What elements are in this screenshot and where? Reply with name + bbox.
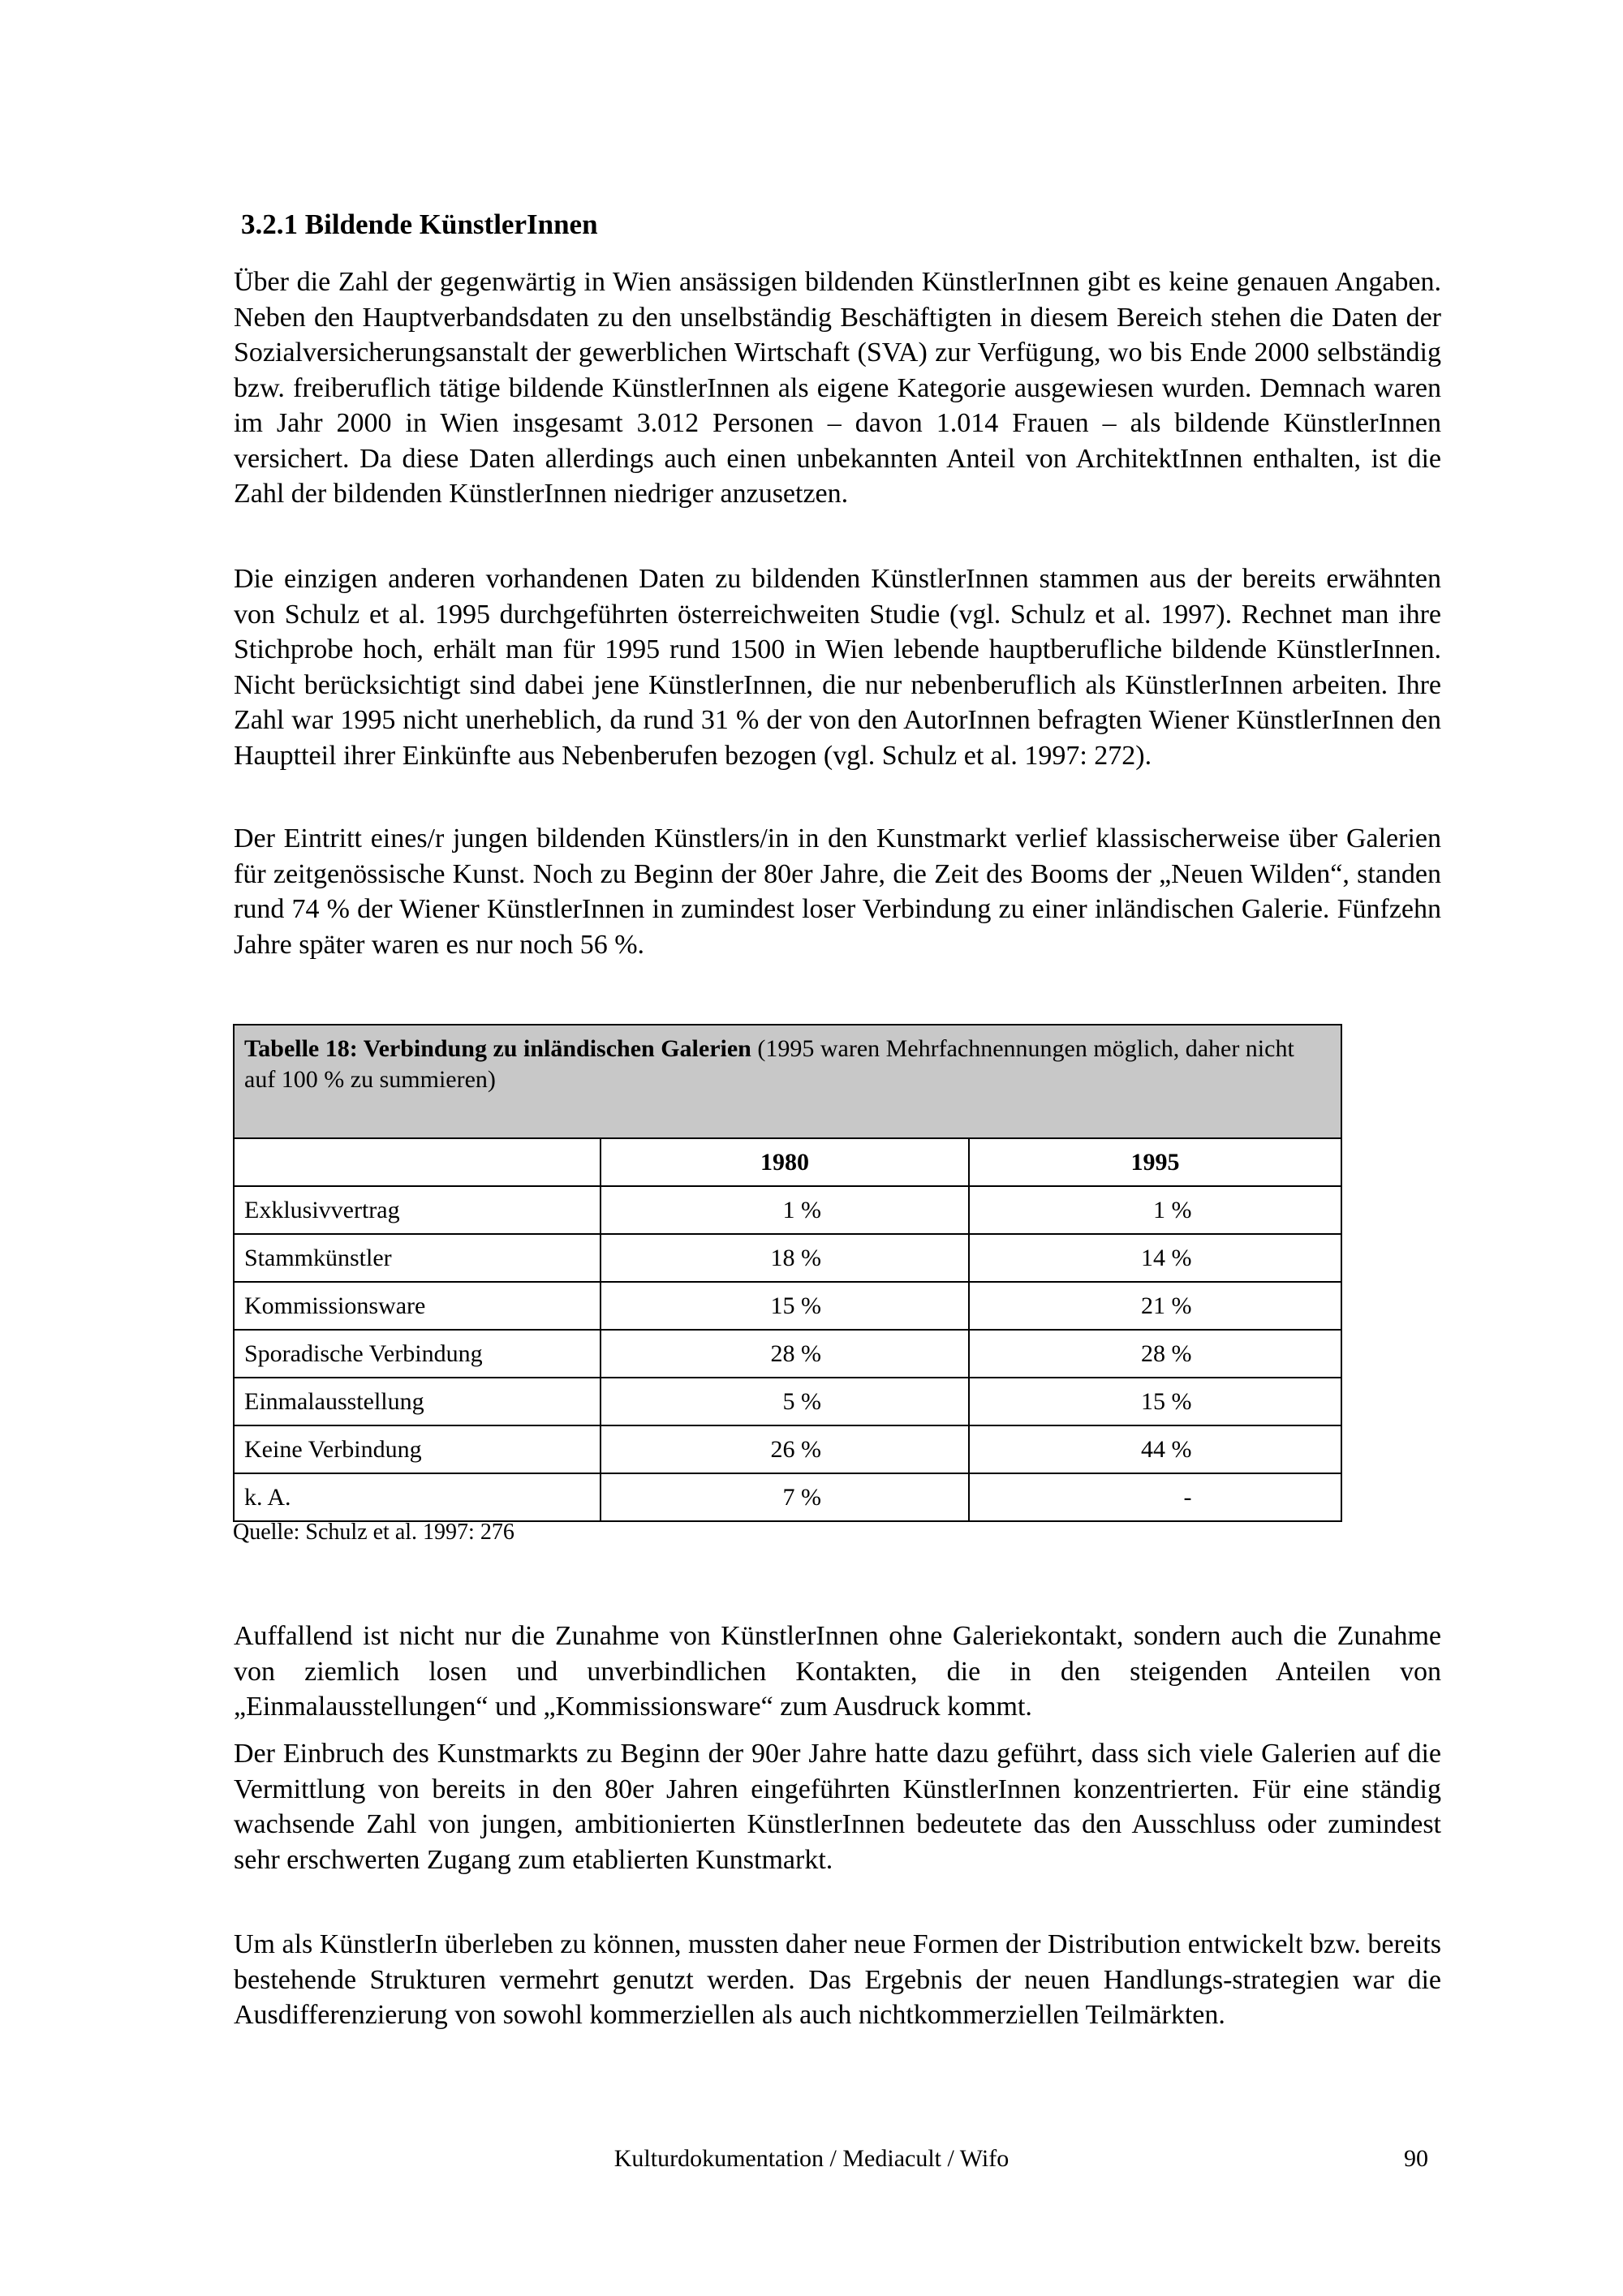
- value-1980: 1 %: [782, 1196, 821, 1223]
- table-caption: [234, 1025, 1341, 1138]
- value-1995: 15 %: [1141, 1387, 1192, 1415]
- value-1995: 1 %: [1153, 1196, 1192, 1223]
- table-source: Quelle: Schulz et al. 1997: 276: [233, 1520, 514, 1545]
- row-label: k. A.: [234, 1473, 601, 1521]
- page-number: 90: [1404, 2145, 1428, 2172]
- value-1995: -: [1183, 1483, 1192, 1511]
- paragraph-2: Die einzigen anderen vorhandenen Daten zu bildenden KünstlerInnen stammen aus der bereits erwähnten von Schulz et al. 1995 durchgeführten österreichweiten Studie (vgl. Schulz et al. 1997). Rechnet man ihre Stichprobe hoch, erhält man für 1995 rund 1500 in Wien lebende hauptberufliche bildende KünstlerInnen. Nicht berücksichtigt sind dabei jene KünstlerInnen, die nur nebenberuflich als KünstlerInnen arbeiten. Ihre Zahl war 1995 nicht unerheblich, da rund 31 % der von den AutorInnen befragten Wiener KünstlerInnen den Hauptteil ihrer Einkünfte aus Nebenberufen bezogen (vgl. Schulz et al. 1997: 272).: [234, 564, 1441, 771]
- row-label: Keine Verbindung: [234, 1425, 601, 1473]
- section-heading: 3.2.1 Bildende KünstlerInnen: [241, 209, 598, 240]
- row-label: Stammkünstler: [234, 1234, 601, 1282]
- table-header-1995: 1995: [969, 1138, 1341, 1186]
- table-row: [234, 1330, 1341, 1378]
- value-1980: 28 %: [770, 1339, 821, 1367]
- table-row: [234, 1425, 1341, 1473]
- galleries-table: [233, 1024, 1342, 1522]
- value-1980: 18 %: [770, 1244, 821, 1271]
- value-1980: 26 %: [770, 1435, 821, 1463]
- table-row: [234, 1473, 1341, 1521]
- row-label: Kommissionsware: [234, 1282, 601, 1330]
- table-row: [234, 1186, 1341, 1234]
- footer-publisher: Kulturdokumentation / Mediacult / Wifo: [613, 2145, 1010, 2172]
- row-label: Einmalausstellung: [234, 1378, 601, 1425]
- value-1980: 15 %: [770, 1292, 821, 1319]
- table-row: [234, 1282, 1341, 1330]
- value-1995: 21 %: [1141, 1292, 1192, 1319]
- table-caption-note: (1995 waren Mehrfachnennungen möglich, daher nicht auf 100 % zu summieren): [244, 1035, 1294, 1093]
- paragraph-3: Der Eintritt eines/r jungen bildenden Künstlers/in in den Kunstmarkt verlief klassischerweise über Galerien für zeitgenössische Kunst. Noch zu Beginn der 80er Jahre, die Zeit des Booms der „Neuen Wilden“, standen rund 74 % der Wiener KünstlerInnen in zumindest loser Verbindung zu einer inländischen Galerie. Fünfzehn Jahre später waren es nur noch 56 %.: [234, 823, 1441, 960]
- paragraph-6: Um als KünstlerIn überleben zu können, mussten daher neue Formen der Distribution entwickelt bzw. bereits bestehende Strukturen vermehrt genutzt werden. Das Ergebnis der neuen Handlungs-strategien war die Ausdifferenzierung von sowohl kommerziellen als auch nichtkommerziellen Teilmärkten.: [234, 1929, 1441, 2030]
- value-1995: 14 %: [1141, 1244, 1192, 1271]
- paragraph-5: Der Einbruch des Kunstmarkts zu Beginn der 90er Jahre hatte dazu geführt, dass sich viele Galerien auf die Vermittlung von bereits in den 80er Jahren eingeführten KünstlerInnen konzentrierten. Für eine ständig wachsende Zahl von jungen, ambitionierten KünstlerInnen bedeutete das den Ausschluss oder zumindest sehr erschwerten Zugang zum etablierten Kunstmarkt.: [234, 1739, 1441, 1875]
- table-caption-title: Tabelle 18: Verbindung zu inländischen Galerien: [244, 1035, 751, 1062]
- row-label: Sporadische Verbindung: [234, 1330, 601, 1378]
- value-1995: 28 %: [1141, 1339, 1192, 1367]
- value-1980: 7 %: [782, 1483, 821, 1511]
- table-header-empty: [234, 1138, 601, 1186]
- value-1995: 44 %: [1141, 1435, 1192, 1463]
- value-1980: 5 %: [782, 1387, 821, 1415]
- table-row: [234, 1234, 1341, 1282]
- row-label: Exklusivvertrag: [234, 1186, 601, 1234]
- table-header-1980: 1980: [601, 1138, 969, 1186]
- paragraph-1: Über die Zahl der gegenwärtig in Wien ansässigen bildenden KünstlerInnen gibt es keine genauen Angaben. Neben den Hauptverbandsdaten zu den unselbständig Beschäftigten in diesem Bereich stehen die Daten der Sozialversicherungsanstalt der gewerblichen Wirtschaft (SVA) zur Verfügung, wo bis Ende 2000 selbständig bzw. freiberuflich tätige bildende KünstlerInnen als eigene Kategorie ausgewiesen wurden. Demnach waren im Jahr 2000 in Wien insgesamt 3.012 Personen – davon 1.014 Frauen – als bildende KünstlerInnen versichert. Da diese Daten allerdings auch einen unbekannten Anteil von ArchitektInnen enthalten, ist die Zahl der bildenden KünstlerInnen niedriger anzusetzen.: [234, 267, 1441, 509]
- paragraph-4: Auffallend ist nicht nur die Zunahme von KünstlerInnen ohne Galeriekontakt, sondern auch die Zunahme von ziemlich losen und unverbindlichen Kontakten, die in den steigenden Anteilen von „Einmalausstellungen“ und „Kommissionsware“ zum Ausdruck kommt.: [234, 1621, 1441, 1722]
- table-row: [234, 1378, 1341, 1425]
